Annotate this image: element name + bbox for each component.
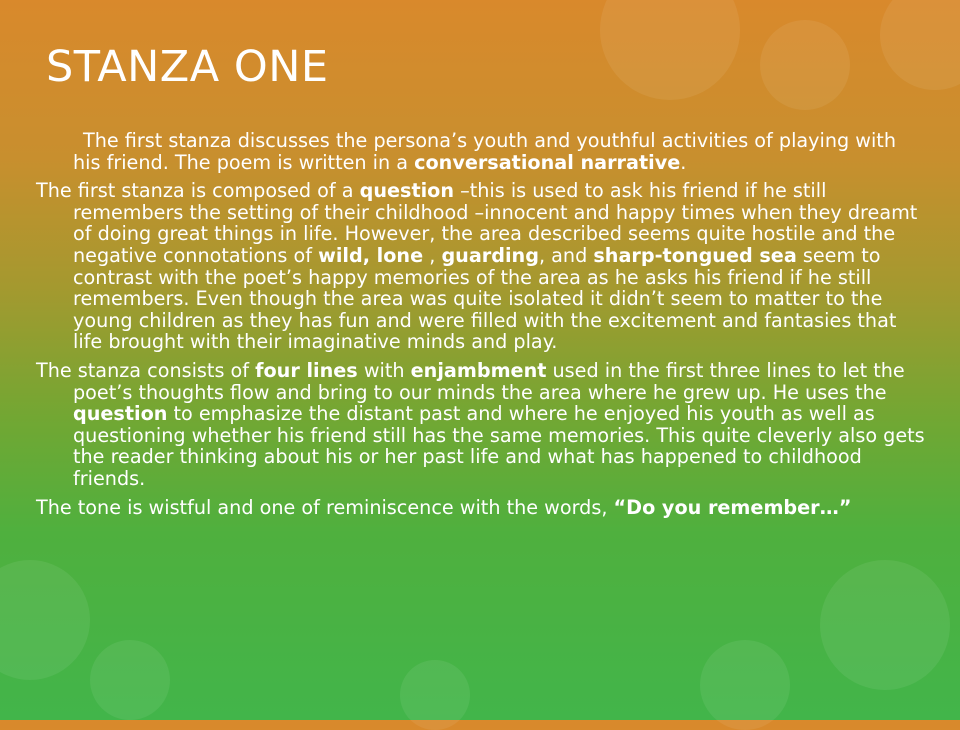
paragraph-2 (36, 180, 926, 353)
bubble-decoration (760, 20, 850, 110)
body-text: The tone is wistful and one of reminiscence with the words, (36, 495, 614, 519)
bubble-decoration (700, 640, 790, 730)
body-text: to emphasize the distant past and where he enjoyed his youth as well as questioning whether his friend still has the same memories. This quite cleverly also gets the reader thinking about his or her past life and what has happened to childhood friends. (73, 402, 925, 490)
body-text: The first stanza discusses the persona’s youth and youthful activities of playing with his friend. The poem is written in a (73, 129, 896, 174)
paragraph-3 (36, 360, 926, 490)
body-text: The first stanza is composed of a (36, 179, 360, 203)
bubble-decoration (0, 560, 90, 680)
emphasis-text: enjambment (410, 358, 547, 382)
body-text: with (357, 358, 411, 382)
bubble-decoration (820, 560, 950, 690)
emphasis-text: “Do you remember…” (613, 495, 852, 519)
bubble-decoration (600, 0, 740, 100)
body-text: used in the first three lines to let the poet’s thoughts flow and bring to our minds the area where he grew up. He uses the (73, 358, 905, 404)
slide-body (36, 130, 926, 525)
emphasis-text: sharp-tongued sea (593, 243, 797, 267)
bubble-decoration (90, 640, 170, 720)
bubble-decoration (880, 0, 960, 90)
body-text: –this is used to ask his friend if he still remembers the setting of their childhood –innocent and happy times when they dreamt of doing great things in life. However, the area described seems quite hostile and the negative connotations of (73, 179, 918, 267)
emphasis-text: wild, lone (318, 243, 424, 267)
body-text: . (680, 150, 687, 174)
emphasis-text: question (359, 179, 455, 203)
paragraph-1 (36, 130, 926, 173)
emphasis-text: four lines (255, 358, 358, 382)
emphasis-text: conversational narrative (414, 150, 681, 174)
paragraph-4 (36, 497, 926, 519)
body-text: , and (538, 243, 594, 267)
body-text: The stanza consists of (36, 358, 256, 382)
slide-title: STANZA ONE (46, 42, 329, 92)
emphasis-text: question (73, 402, 168, 426)
body-text: seem to contrast with the poet’s happy memories of the area as he asks his friend if he still remembers. Even though the area was quite isolated it didn’t seem to matter to the young children as they has fun and were filled with the excitement and fantasies that life brought with their imaginative minds and play. (73, 243, 897, 354)
emphasis-text: guarding (441, 243, 539, 267)
body-text: , (423, 243, 442, 267)
